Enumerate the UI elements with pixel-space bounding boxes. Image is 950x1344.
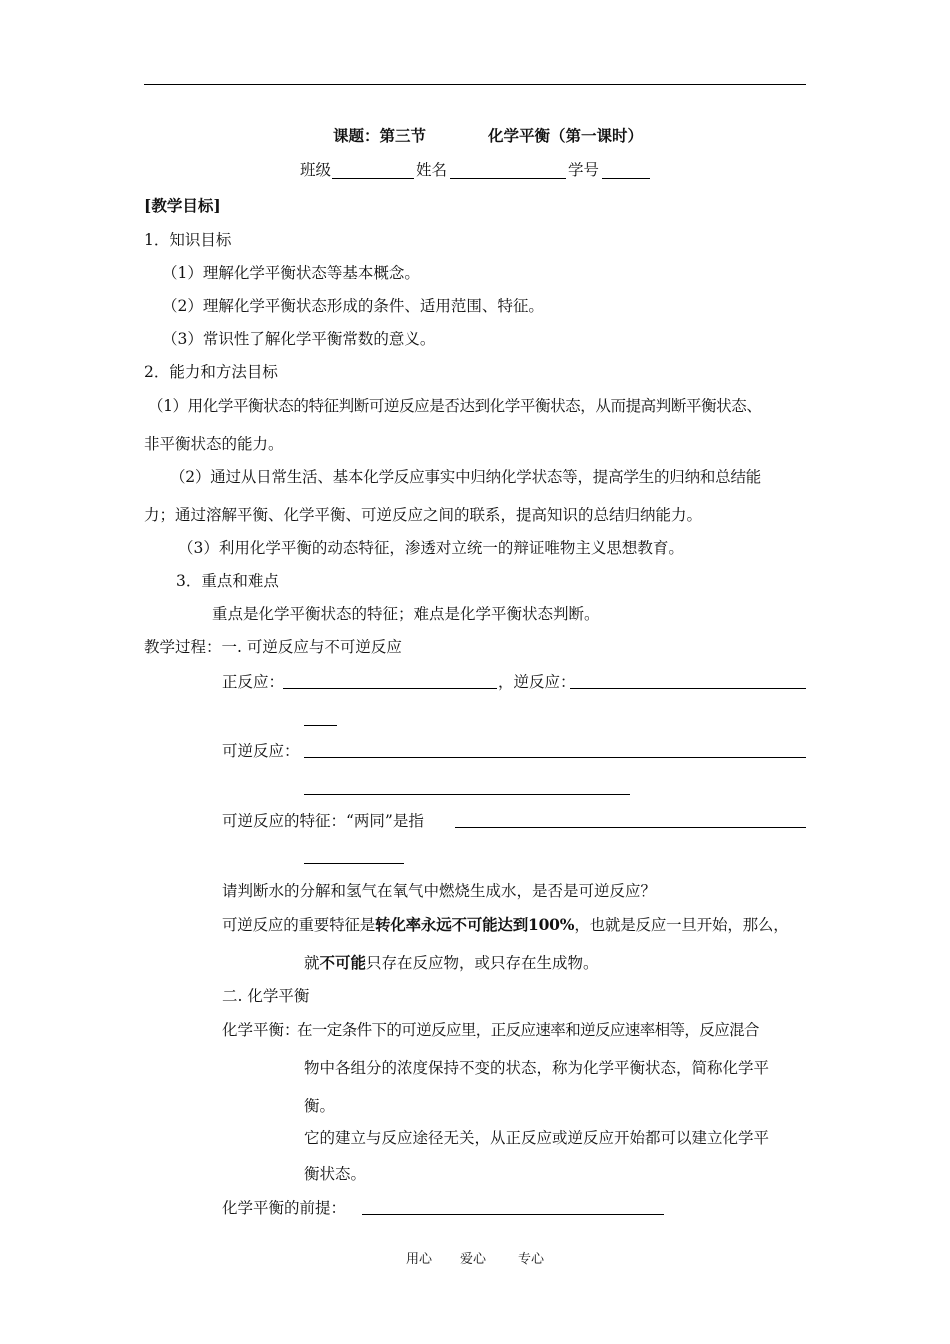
objective-1-item-3: （3）常识性了解化学平衡常数的意义。 bbox=[162, 330, 436, 348]
objective-2-item-1-line-2: 非平衡状态的能力。 bbox=[144, 435, 284, 453]
lesson-title: 化学平衡（第一课时） bbox=[488, 127, 644, 145]
objective-2-heading: 2．能力和方法目标 bbox=[144, 363, 278, 381]
class-field bbox=[332, 178, 414, 179]
footer-word-2: 爱心 bbox=[460, 1252, 487, 1267]
key-feature-line-1: 可逆反应的重要特征是转化率永远不可能达到100%，也就是反应一旦开始，那么， bbox=[222, 915, 789, 934]
objective-3-heading: 3．重点和难点 bbox=[176, 572, 279, 590]
objective-2-item-2-line-1: （2）通过从日常生活、基本化学反应事实中归纳化学状态等，提高学生的归纳和总结能 bbox=[170, 468, 762, 486]
key-feature-line-2: 就不可能只存在反应物，或只存在生成物。 bbox=[304, 953, 599, 972]
forward-reaction-blank bbox=[283, 688, 497, 689]
process-heading: 教学过程：一. 可逆反应与不可逆反应 bbox=[144, 638, 402, 656]
key-feature-emphasis-2: 不可能 bbox=[319, 953, 367, 972]
reversible-feature-blank bbox=[455, 827, 806, 828]
objectives-heading: [教学目标] bbox=[144, 196, 221, 215]
reversible-feature-label: 可逆反应的特征：“两同”是指 bbox=[222, 812, 424, 830]
equilibrium-premise-blank bbox=[362, 1214, 664, 1215]
number-label: 学号 bbox=[568, 161, 600, 179]
footer-word-1: 用心 bbox=[406, 1252, 433, 1267]
reverse-reaction-label: ，逆反应： bbox=[498, 673, 576, 691]
objective-2-item-3: （3）利用化学平衡的动态特征，渗透对立统一的辩证唯物主义思想教育。 bbox=[178, 539, 684, 557]
lesson-title-prefix: 课题：第三节 bbox=[333, 127, 427, 145]
forward-reaction-label: 正反应： bbox=[222, 673, 285, 691]
footer-word-3: 专心 bbox=[518, 1252, 545, 1267]
reversible-feature-blank-cont bbox=[304, 863, 404, 864]
name-field bbox=[450, 178, 566, 179]
reversible-reaction-blank bbox=[304, 757, 806, 758]
equilibrium-def-line-1: 在一定条件下的可逆反应里，正反应速率和逆反应速率相等，反应混合 bbox=[297, 1021, 759, 1039]
reversible-reaction-label: 可逆反应： bbox=[222, 742, 300, 760]
class-label: 班级 bbox=[300, 161, 332, 179]
equilibrium-def-line-3: 衡。 bbox=[304, 1097, 336, 1115]
objective-1-item-1: （1）理解化学平衡状态等基本概念。 bbox=[162, 264, 420, 282]
key-feature-emphasis: 转化率永远不可能达到100% bbox=[375, 915, 575, 934]
equilibrium-note-line-1: 它的建立与反应途径无关，从正反应或逆反应开始都可以建立化学平 bbox=[304, 1129, 770, 1147]
reverse-reaction-blank-cont bbox=[304, 725, 337, 726]
objective-1-item-2: （2）理解化学平衡状态形成的条件、适用范围、特征。 bbox=[162, 297, 544, 315]
objective-2-item-1-line-1: （1）用化学平衡状态的特征判断可逆反应是否达到化学平衡状态，从而提高判断平衡状态、 bbox=[148, 397, 762, 415]
header-rule bbox=[144, 84, 806, 85]
name-label: 姓名 bbox=[416, 161, 448, 179]
objective-1-heading: 1．知识目标 bbox=[144, 231, 232, 249]
number-field bbox=[602, 178, 650, 179]
equilibrium-def-label: 化学平衡： bbox=[222, 1021, 300, 1039]
objective-2-item-2-line-2: 力；通过溶解平衡、化学平衡、可逆反应之间的联系，提高知识的总结归纳能力。 bbox=[144, 506, 703, 524]
equilibrium-premise-label: 化学平衡的前提： bbox=[222, 1199, 347, 1217]
question-text: 请判断水的分解和氢气在氧气中燃烧生成水，是否是可逆反应？ bbox=[222, 882, 657, 900]
reversible-reaction-blank-cont bbox=[304, 794, 630, 795]
reverse-reaction-blank bbox=[570, 688, 806, 689]
objective-3-text: 重点是化学平衡状态的特征；难点是化学平衡状态判断。 bbox=[212, 605, 600, 623]
equilibrium-note-line-2: 衡状态。 bbox=[304, 1165, 367, 1183]
equilibrium-def-line-2: 物中各组分的浓度保持不变的状态，称为化学平衡状态，简称化学平 bbox=[304, 1059, 770, 1077]
equilibrium-heading: 二. 化学平衡 bbox=[222, 987, 310, 1005]
